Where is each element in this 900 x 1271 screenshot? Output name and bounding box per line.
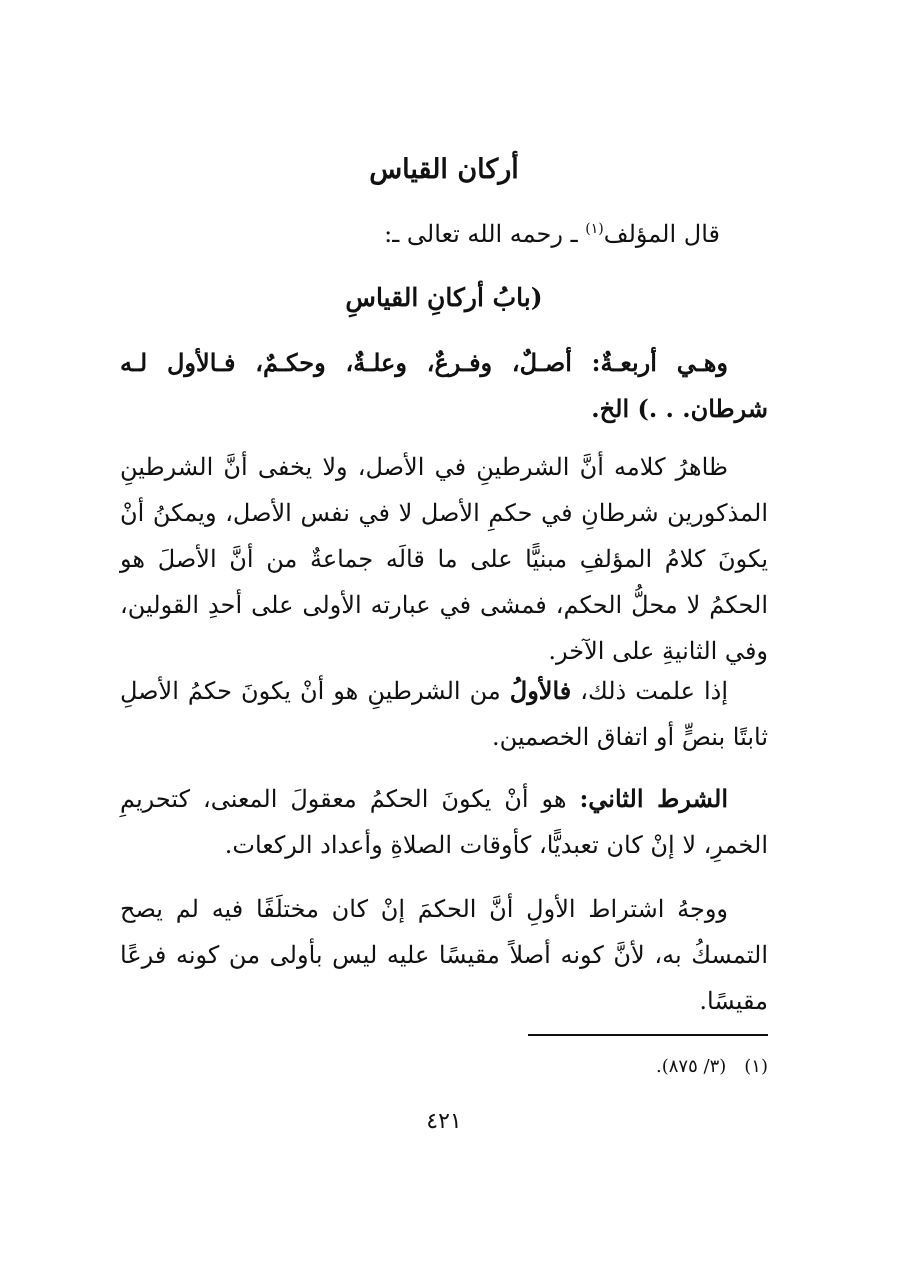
- paragraph-3-bold: الشرط الثاني:: [579, 784, 729, 813]
- intro-text: قال المؤلف: [603, 220, 720, 248]
- intro-suffix: ـ رحمه الله تعالى ـ:: [384, 220, 586, 248]
- paragraph-3-rest: هو أنْ يكونَ الحكمُ معقولَ المعنى، كتحريمِ الخمرِ، لا إنْ كان تعبديًّا، كأوقات الصلاةِ وأعداد الركعات.: [120, 785, 768, 859]
- footnote-reference: (١): [585, 221, 604, 237]
- footnote-text: (٣/ ٨٧٥).: [656, 1056, 727, 1077]
- section-title: (بابُ أركانِ القياسِ: [345, 283, 543, 312]
- paragraph-4: ووجهُ اشتراط الأولِ أنَّ الحكمَ إنْ كان مختلَفًا فيه لم يصح التمسكُ به، لأنَّ كونه أصلاً مقيسًا عليه ليس بأولى من كونه فرعًا مقيسًا.: [120, 895, 768, 1015]
- intro-line: [384, 212, 720, 256]
- footnote: [656, 1052, 768, 1082]
- footnote-divider: [528, 1034, 768, 1036]
- paragraph-2-rest: من الشرطينِ هو أنْ يكونَ حكمُ الأصلِ ثابتًا بنصٍّ أو اتفاق الخصمين.: [120, 677, 768, 751]
- book-page: [120, 0, 768, 1271]
- paragraph-3: [120, 776, 768, 868]
- chapter-heading: أركان القياس: [369, 154, 519, 185]
- quoted-text: وهـي أربعـةٌ: أصـلٌ، وفـرعٌ، وعلـةٌ، وحكـمٌ، فـالأول لـه شرطان. . .) الخ.: [120, 348, 768, 423]
- paragraph-2-bold: فالأولُ: [509, 676, 572, 705]
- paragraph-1: ظاهرُ كلامه أنَّ الشرطينِ في الأصل، ولا يخفى أنَّ الشرطينِ المذكورين شرطانِ في حكمِ الأصل لا في نفس الأصل، ويمكنُ أنْ يكونَ كلامُ المؤلفِ مبنيًّا على ما قالَه جماعةٌ من أنَّ الأصلَ هو الحكمُ لا محلُّ الحكم، فمشى في عبارته الأولى على أحدِ القولين، وفي الثانيةِ على الآخر.: [120, 453, 769, 665]
- page-number: ٤٢١: [426, 1109, 462, 1134]
- paragraph-2: [120, 668, 768, 760]
- paragraph-2-lead: إذا علمت ذلك،: [571, 677, 728, 705]
- footnote-number: (١): [744, 1056, 768, 1077]
